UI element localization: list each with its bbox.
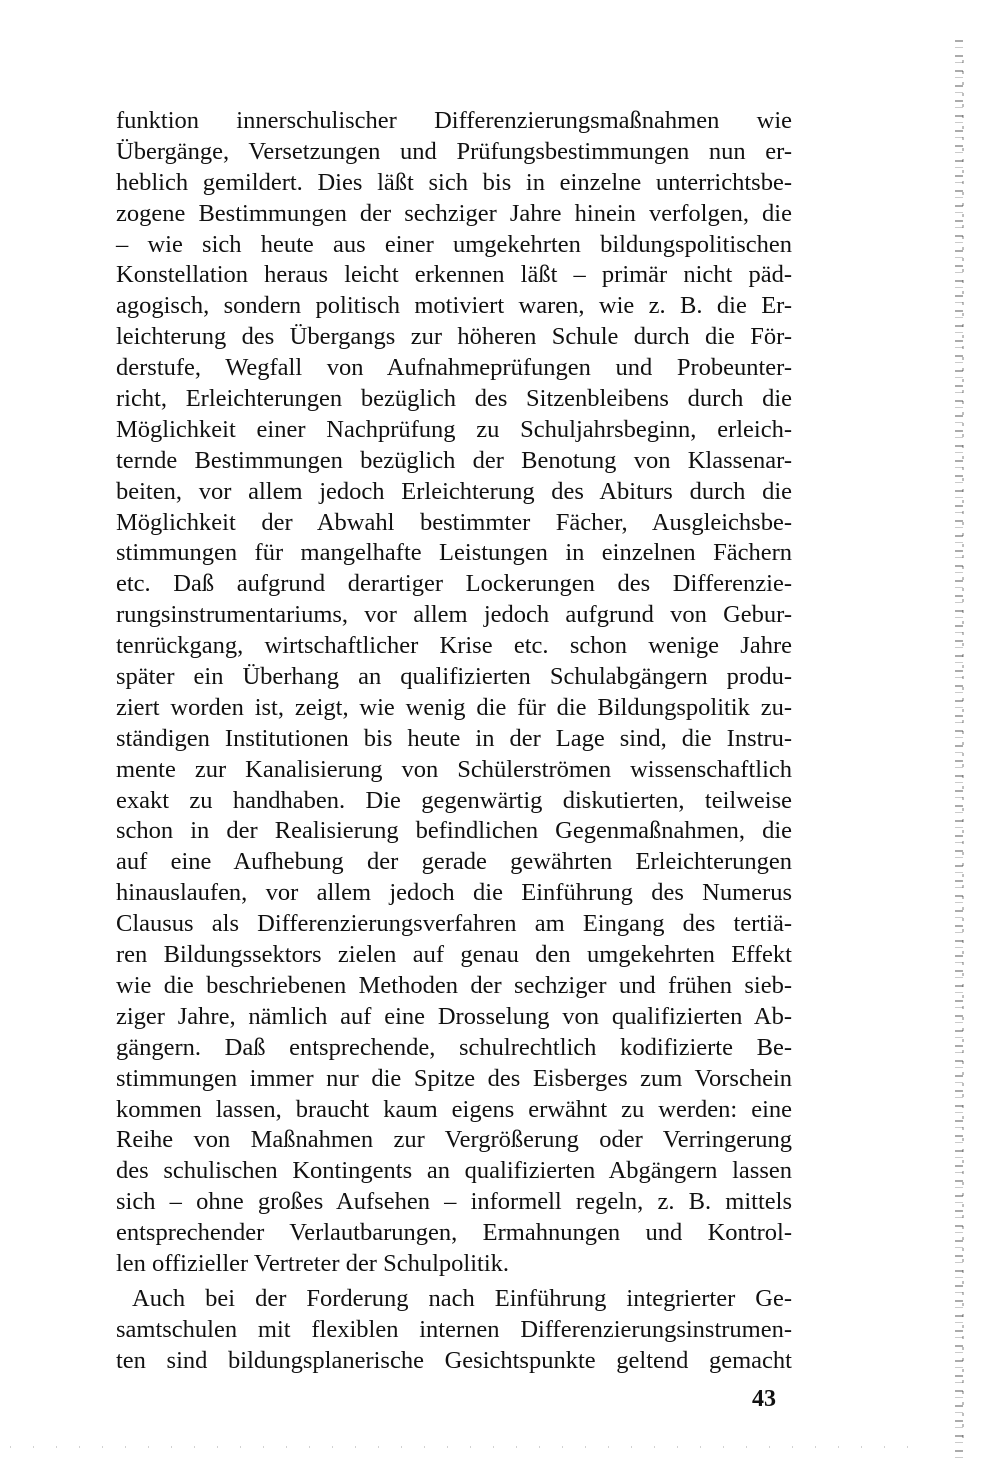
- text-line: Möglichkeit einer Nachprüfung zu Schuljahrsbeginn, erleich-: [116, 415, 792, 443]
- text-line: ten sind bildungsplanerische Gesichtspunkte geltend gemacht: [116, 1346, 792, 1374]
- text-line: Auch bei der Forderung nach Einführung integrierter Ge-: [132, 1284, 792, 1312]
- text-line: leichterung des Übergangs zur höheren Schule durch die För-: [116, 323, 792, 351]
- text-line: Konstellation heraus leicht erkennen läßt – primär nicht päd-: [116, 261, 792, 289]
- scan-edge-artifact: [962, 60, 964, 1440]
- paragraph-2: [116, 1284, 792, 1377]
- text-line: wie die beschriebenen Methoden der sechziger und frühen sieb-: [116, 971, 792, 999]
- text-line: entsprechender Verlautbarungen, Ermahnungen und Kontrol-: [116, 1219, 792, 1247]
- text-line: len offizieller Vertreter der Schulpolitik.: [116, 1249, 510, 1277]
- text-line: exakt zu handhaben. Die gegenwärtig diskutierten, teilweise: [116, 786, 792, 814]
- page-number: 43: [752, 1386, 776, 1412]
- body-text: [116, 106, 792, 1377]
- scan-bottom-artifact: [10, 1446, 930, 1448]
- text-line: schon in der Realisierung befindlichen Gegenmaßnahmen, die: [116, 817, 792, 845]
- text-line: zogene Bestimmungen der sechziger Jahre hinein verfolgen, die: [116, 199, 792, 227]
- text-line: Reihe von Maßnahmen zur Vergrößerung oder Verringerung: [116, 1126, 792, 1154]
- text-line: heblich gemildert. Dies läßt sich bis in einzelne unterrichtsbe-: [116, 168, 792, 196]
- text-line: richt, Erleichterungen bezüglich des Sitzenbleibens durch die: [116, 385, 792, 413]
- text-line: ziert worden ist, zeigt, wie wenig die für die Bildungspolitik zu-: [116, 693, 792, 721]
- text-line: tenrückgang, wirtschaftlicher Krise etc. schon wenige Jahre: [116, 632, 792, 660]
- text-line: ternde Bestimmungen bezüglich der Benotung von Klassenar-: [116, 446, 792, 474]
- text-line: sich – ohne großes Aufsehen – informell regeln, z. B. mittels: [116, 1188, 792, 1216]
- text-line: Übergänge, Versetzungen und Prüfungsbestimmungen nun er-: [116, 137, 792, 165]
- text-line: mente zur Kanalisierung von Schülerströmen wissenschaftlich: [116, 755, 792, 783]
- text-line: hinauslaufen, vor allem jedoch die Einführung des Numerus: [116, 879, 792, 907]
- text-line: ständigen Institutionen bis heute in der Lage sind, die Instru-: [116, 724, 792, 752]
- text-line: stimmungen für mangelhafte Leistungen in einzelnen Fächern: [116, 539, 792, 567]
- text-line: Clausus als Differenzierungsverfahren am Eingang des tertiä-: [116, 910, 792, 938]
- text-line: funktion innerschulischer Differenzierungsmaßnahmen wie: [116, 107, 792, 134]
- text-line: derstufe, Wegfall von Aufnahmeprüfungen und Probeunter-: [116, 354, 792, 382]
- text-line: Möglichkeit der Abwahl bestimmter Fächer, Ausgleichsbe-: [116, 508, 792, 536]
- text-line: etc. Daß aufgrund derartiger Lockerungen des Differenzie-: [116, 570, 792, 598]
- text-line: ren Bildungssektors zielen auf genau den umgekehrten Effekt: [116, 941, 792, 969]
- text-line: später ein Überhang an qualifizierten Schulabgängern produ-: [116, 663, 792, 691]
- text-line: samtschulen mit flexiblen internen Differenzierungsinstrumen-: [116, 1315, 792, 1343]
- text-line: beiten, vor allem jedoch Erleichterung des Abiturs durch die: [116, 477, 792, 505]
- text-line: gängern. Daß entsprechende, schulrechtlich kodifizierte Be-: [116, 1033, 792, 1061]
- paragraph-1: [116, 106, 792, 1280]
- text-line: auf eine Aufhebung der gerade gewährten Erleichterungen: [116, 848, 792, 876]
- text-line: des schulischen Kontingents an qualifizierten Abgängern lassen: [116, 1157, 792, 1185]
- text-line: – wie sich heute aus einer umgekehrten bildungspolitischen: [116, 230, 792, 258]
- text-line: stimmungen immer nur die Spitze des Eisberges zum Vorschein: [116, 1064, 792, 1092]
- text-line: kommen lassen, braucht kaum eigens erwähnt zu werden: eine: [116, 1095, 792, 1123]
- text-line: ziger Jahre, nämlich auf eine Drosselung von qualifizierten Ab-: [116, 1002, 792, 1030]
- text-line: agogisch, sondern politisch motiviert waren, wie z. B. die Er-: [116, 292, 792, 320]
- text-line: rungsinstrumentariums, vor allem jedoch aufgrund von Gebur-: [116, 601, 792, 629]
